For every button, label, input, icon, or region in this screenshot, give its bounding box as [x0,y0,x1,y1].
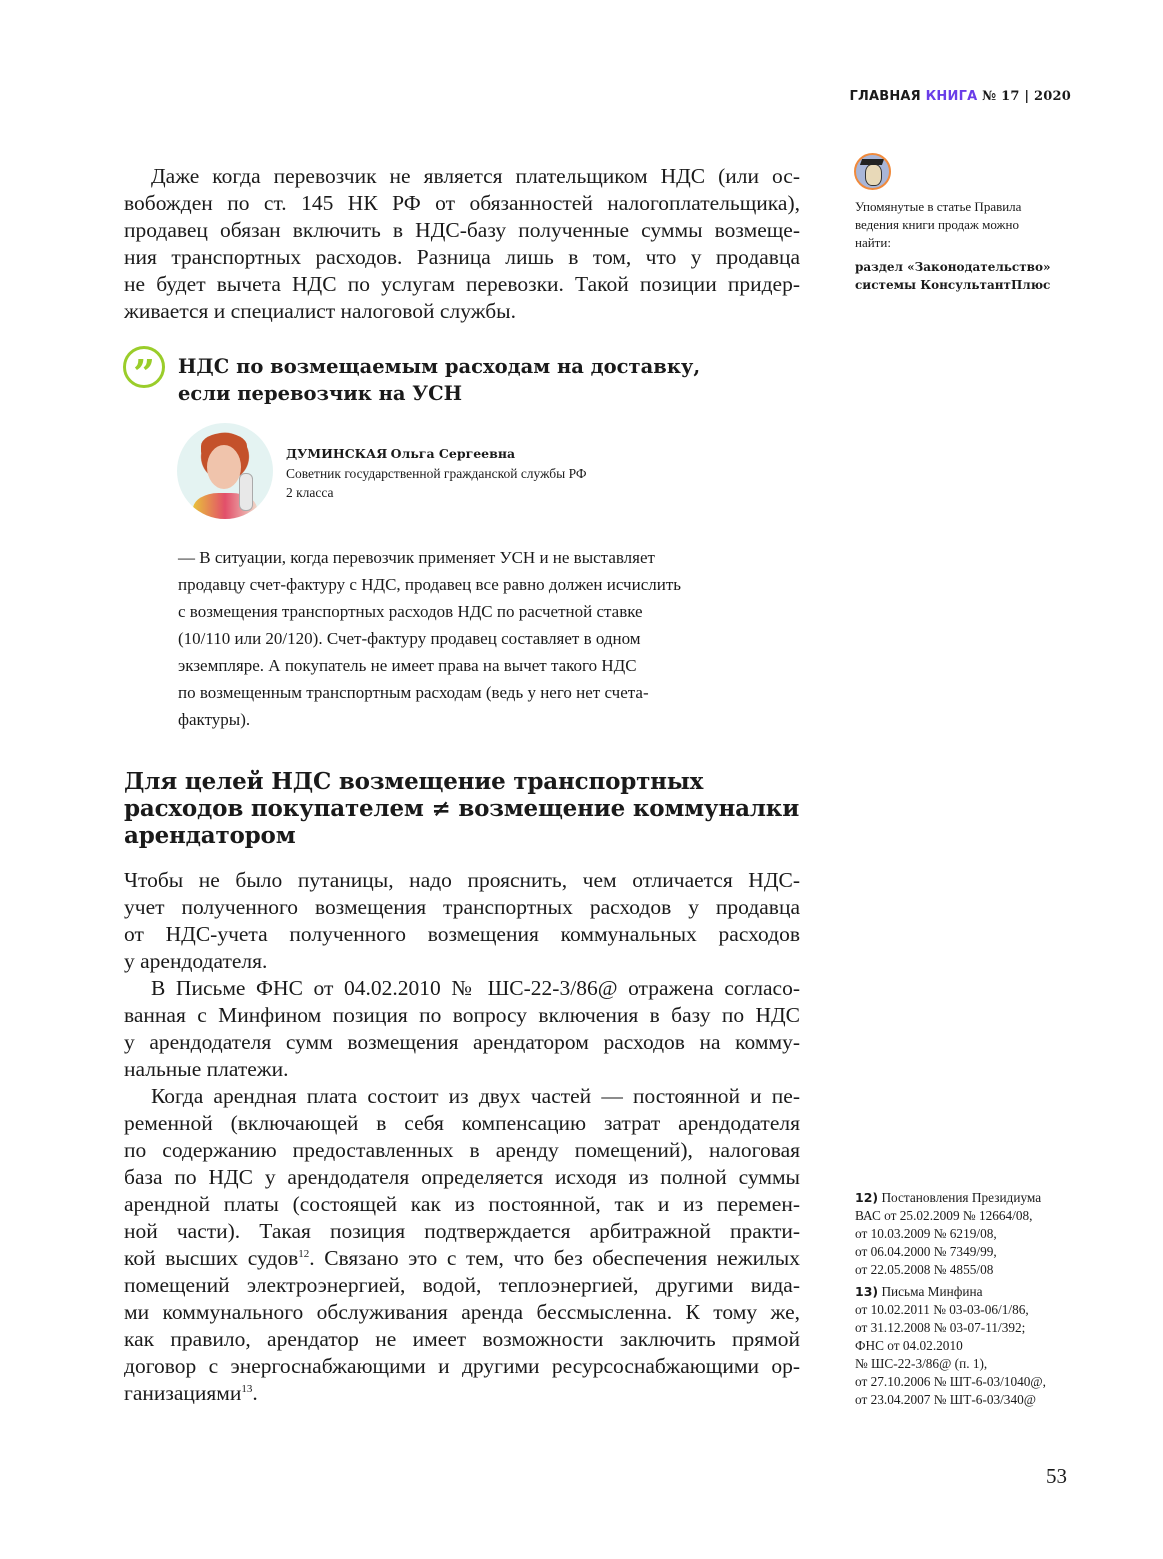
footnote-line: от 27.10.2006 № ШТ-6-03/1040@, [855,1374,1046,1389]
quote-title-line: НДС по возмещаемым расходам на доставку, [178,355,701,378]
text-line: ния транспортных расходов. Разница лишь в том, что у продавца [124,245,800,269]
intro-paragraph [124,163,800,325]
quote-line: по возмещенным транспортным расходам (ведь у него нет счета- [178,683,649,702]
quote-title-line: если перевозчик на УСН [178,382,463,405]
text-line: от НДС-учета полученного возмещения коммунальных расходов [124,922,800,946]
footnote-line: 13) Письма Минфина [855,1284,983,1299]
footnote-number: 13) [855,1284,879,1299]
sidebar-note-line: найти: [855,235,891,250]
section-title-line: арендатором [124,822,296,849]
quote-title [178,353,700,407]
text-line: ванная с Минфином позиция по вопросу включения в базу по НДС [124,1003,800,1027]
text-line: ременной (включающей в себя компенсацию затрат арендодателя [124,1111,800,1135]
footnote-line: ФНС от 04.02.2010 [855,1338,963,1353]
quote-icon [123,346,165,396]
footnote [855,1283,1085,1409]
text-line: Даже когда перевозчик не является плательщиком НДС (или ос- [151,164,800,188]
footnote-number: 12) [855,1190,879,1205]
expert-surname: ДУМИНСКАЯ [286,446,388,461]
footnotes [855,1189,1085,1413]
quote-line: с возмещения транспортных расходов НДС по расчетной ставке [178,602,643,621]
expert-avatar [177,423,273,519]
footnote-line: от 23.04.2007 № ШТ-6-03/340@ [855,1392,1037,1407]
section-title-line: Для целей НДС возмещение транспортных [124,768,704,795]
expert-position: Советник государственной гражданской службы РФ [286,465,587,481]
expert-name: Ольга Сергеевна [390,446,516,461]
text-line: по содержанию предоставленных в аренду помещений), налоговая [124,1138,800,1162]
quote-line: экземпляре. А покупатель не имеет права на вычет такого НДС [178,656,637,675]
text-line: договор с энергоснабжающими и другими ресурсоснабжающими ор- [124,1354,800,1378]
quote-line: продавцу счет-фактуру с НДС, продавец все равно должен исчислить [178,575,682,594]
brand-part2: КНИГА [925,89,978,104]
text-line: нальные платежи. [124,1057,289,1081]
footnote-line: от 10.02.2011 № 03-03-06/1/86, [855,1302,1029,1317]
expert-position: 2 класса [286,485,334,500]
quote-line: (10/110 или 20/120). Счет-фактуру продавец составляет в одном [178,629,641,648]
footnote-line: 12) Постановления Президиума [855,1190,1042,1205]
quote-line: фактуры). [178,710,251,729]
footnote-line: от 10.03.2009 № 6219/08, [855,1226,997,1241]
brand-part1: ГЛАВНАЯ [849,89,921,104]
issue-number: № 17 | 2020 [982,89,1071,104]
footnote [855,1189,1085,1279]
footnote-line: от 06.04.2000 № 7349/99, [855,1244,997,1259]
text-line: не будет вычета НДС по услугам перевозки. Такой позиции придер- [124,272,800,296]
text-line: В Письме ФНС от 04.02.2010 № ШС-22-3/86@ отражена согласо- [151,976,800,1000]
sidebar-note-bold-line: раздел «Законодательство» [855,260,1051,274]
text-line: помещений электроэнергией, водой, теплоэнергией, другими вида- [124,1273,800,1297]
footnote-ref: 13 [241,1383,253,1395]
sidebar-note [855,198,1075,294]
text-line: ганизациями$^{13}$. [124,1381,258,1405]
quote-line: — В ситуации, когда перевозчик применяет УСН и не выставляет [178,548,655,567]
section-body [124,867,800,1407]
text-line: Когда арендная плата состоит из двух частей — постоянной и пе- [151,1084,800,1108]
text-line: учет полученного возмещения транспортных расходов у продавца [124,895,800,919]
section-title-line: расходов покупателем ≠ возмещение коммуналки [124,795,800,822]
footnote-line: ВАС от 25.02.2009 № 12664/08, [855,1208,1033,1223]
text-line: живается и специалист налоговой службы. [124,299,516,323]
section-title [124,768,799,849]
sidebar-note-line: ведения книги продаж можно [855,217,1019,232]
sidebar-note-bold-line: системы КонсультантПлюс [855,278,1051,292]
sidebar-note-line: Упомянутые в статье Правила [855,199,1022,214]
text-line: как правило, арендатор не имеет возможности заключить прямой [124,1327,800,1351]
expert-info [286,444,587,503]
footnote-line: № ШС-22-3/86@ (п. 1), [855,1356,988,1371]
quote-body [178,544,768,733]
quote-glyph: ” [133,351,155,396]
text-line: база по НДС у арендодателя определяется исходя из полной суммы [124,1165,800,1189]
text-line: вобожден по ст. 145 НК РФ от обязанностей налогоплательщика), [124,191,800,215]
footnote-line: от 31.12.2008 № 03-07-11/392; [855,1320,1026,1335]
footnote-line: от 22.05.2008 № 4855/08 [855,1262,994,1277]
masthead [849,89,1071,104]
text-line: ми коммунального обслуживания аренда бессмысленна. К тому же, [124,1300,800,1324]
footnote-ref: 12 [298,1248,310,1260]
text-line: Чтобы не было путаницы, надо прояснить, чем отличается НДС- [124,868,800,892]
text-line: ной части). Такая позиция подтверждается арбитражной практи- [124,1219,800,1243]
text-line: кой высших судов$^{12}$. Связано это с тем, что без обеспечения нежилых [124,1246,800,1270]
text-line: у арендодателя. [124,949,268,973]
page-number: 53 [1046,1464,1067,1488]
text-line: арендной платы (состоящей как из постоянной, так и из перемен- [124,1192,800,1216]
text-line: продавец обязан включить в НДС-базу полученные суммы возмеще- [124,218,800,242]
text-line: у арендодателя сумм возмещения арендатором расходов на комму- [124,1030,800,1054]
professor-icon [854,153,891,190]
